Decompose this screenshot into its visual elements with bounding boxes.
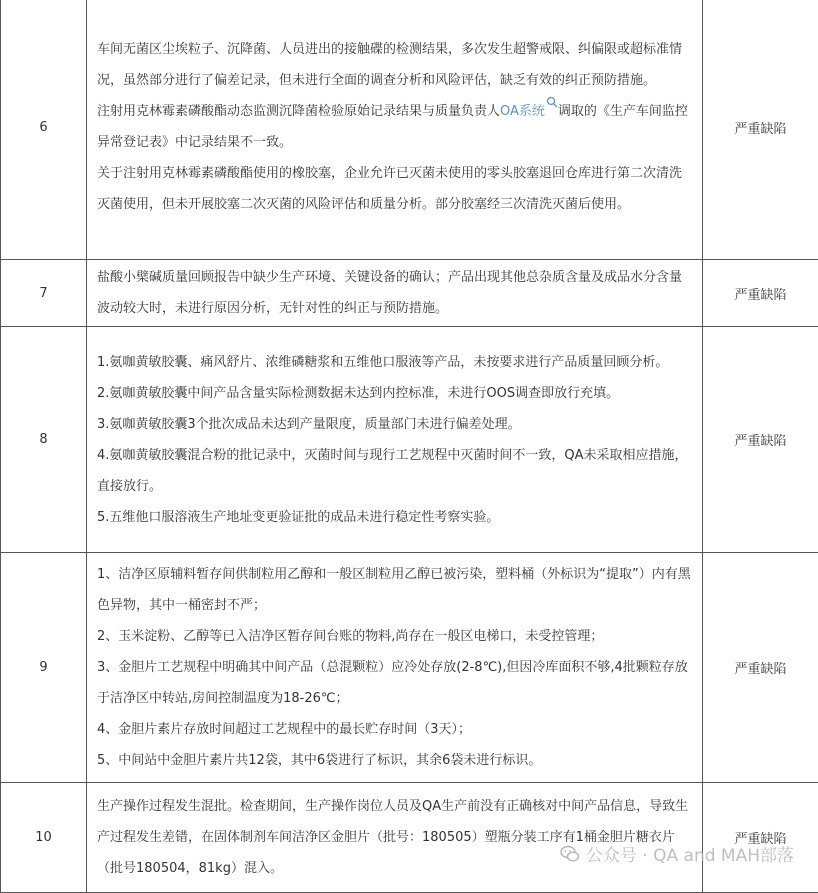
paragraph: 4.氨咖黄敏胶囊混合粉的批记录中，灭菌时间与现行工艺规程中灭菌时间不一致，QA未采取相应措施，直接放行。 (97, 440, 694, 502)
paragraph-text: 注射用克林霉素磷酸酯动态监测沉降菌检验原始记录结果与质量负责人 (97, 104, 500, 119)
paragraph: 3、金胆片工艺规程中明确其中间产品（总混颗粒）应冷处存放(2-8℃),但因冷库面积不够,4批颗粒存放于洁净区中转站,房间控制温度为18-26℃； (97, 652, 694, 714)
paragraph-text: 调取的《生产车间监控异常登记表》中记录结果不一致。 (97, 104, 688, 150)
paragraph: 2.氨咖黄敏胶囊中间产品含量实际检测数据未达到内控标准，未进行OOS调查即放行充填。 (97, 378, 694, 409)
paragraph: 2、玉米淀粉、乙醇等已入洁净区暂存间台账的物料,尚存在一般区电梯口，未受控管理； (97, 621, 694, 652)
paragraph: 5.五维他口服溶液生产地址变更验证批的成品未进行稳定性考察实验。 (97, 502, 694, 533)
table-row (1, 553, 818, 783)
row-number: 8 (1, 327, 87, 553)
row-number: 9 (1, 553, 87, 783)
table-row (1, 327, 818, 553)
defect-level: 严重缺陷 (703, 327, 818, 553)
wechat-icon (560, 844, 580, 864)
paragraph: 生产操作过程发生混批。检查期间，生产操作岗位人员及QA生产前没有正确核对中间产品信息，导致生产过程发生差错，在固体制剂车间洁净区金胆片（批号：180505）塑瓶分装工序有1桶金胆片糖衣片（批号180504，81kg）混入。 (97, 791, 694, 884)
table-row (1, 0, 818, 260)
defect-level: 严重缺陷 (703, 0, 818, 260)
table-row (1, 783, 818, 893)
paragraph: 1、洁净区原辅料暂存间供制粒用乙醇和一般区制粒用乙醇已被污染，塑料桶（外标识为“提取”）内有黑色异物，其中一桶密封不严； (97, 559, 694, 621)
paragraph: 关于注射用克林霉素磷酸酯使用的橡胶塞，企业允许已灭菌未使用的零头胶塞退回仓库进行第二次清洗灭菌使用，但未开展胶塞二次灭菌的风险评估和质量分析。部分胶塞经三次清洗灭菌后使用。 (97, 158, 694, 220)
defect-level: 严重缺陷 (703, 260, 818, 327)
defect-description (87, 783, 703, 893)
row-number: 10 (1, 783, 87, 893)
defect-description (87, 260, 703, 327)
paragraph: 4、金胆片素片存放时间超过工艺规程中的最长贮存时间（3天）； (97, 714, 694, 745)
paragraph: 盐酸小檗碱质量回顾报告中缺少生产环境、关键设备的确认；产品出现其他总杂质含量及成品水分含量波动较大时，未进行原因分析，无针对性的纠正与预防措施。 (97, 262, 694, 324)
defect-description (87, 327, 703, 553)
paragraph: 车间无菌区尘埃粒子、沉降菌、人员进出的接触碟的检测结果，多次发生超警戒限、纠偏限或超标准情况，虽然部分进行了偏差记录，但未进行全面的调查分析和风险评估，缺乏有效的纠正预防措施。 (97, 34, 694, 96)
defect-level: 严重缺陷 (703, 783, 818, 893)
table-row (1, 260, 818, 327)
watermark-text: 公众号 · QA and MAH部落 (586, 841, 794, 866)
defect-level: 严重缺陷 (703, 553, 818, 783)
paragraph: 1.氨咖黄敏胶囊、痛风舒片、浓维磷糖浆和五维他口服液等产品，未按要求进行产品质量回顾分析。 (97, 347, 694, 378)
defect-description (87, 0, 703, 260)
paragraph (97, 96, 694, 158)
watermark (560, 841, 794, 866)
paragraph: 3.氨咖黄敏胶囊3个批次成品未达到产量限度，质量部门未进行偏差处理。 (97, 409, 694, 440)
paragraph: 5、中间站中金胆片素片共12袋，其中6袋进行了标识，其余6袋未进行标识。 (97, 745, 694, 776)
search-icon[interactable] (546, 96, 558, 108)
row-number: 6 (1, 0, 87, 260)
defect-description (87, 553, 703, 783)
row-number: 7 (1, 260, 87, 327)
oa-system-link[interactable]: OA系统 (500, 104, 545, 119)
